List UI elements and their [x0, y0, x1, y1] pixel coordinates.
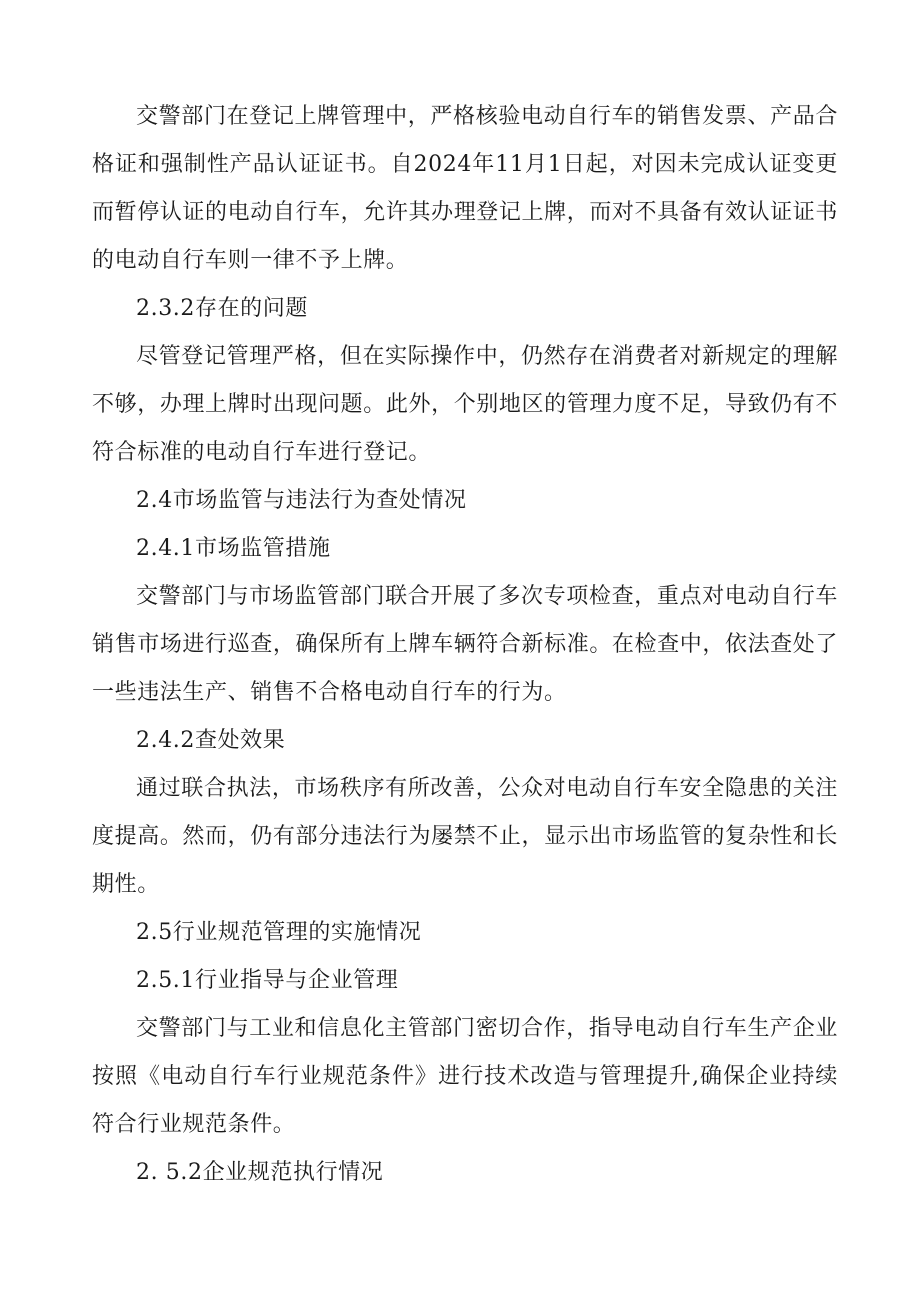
- paragraph-enforcement-effect: 通过联合执法，市场秩序有所改善，公众对电动自行车安全隐患的关注度提高。然而，仍有部分违法行为屡禁不止，显示出市场监管的复杂性和长期性。: [92, 776, 838, 897]
- heading-2-5: 2.5行业规范管理的实施情况: [136, 920, 422, 945]
- paragraph-registration-management: 交警部门在登记上牌管理中，严格核验电动自行车的销售发票、产品合格证和强制性产品认证证书。自2024年11月1日起，对因未完成认证变更而暂停认证的电动自行车，允许其办理登记上牌，而对不具备有效认证证书的电动自行车则一律不予上牌。: [92, 104, 838, 273]
- paragraph-market-supervision: 交警部门与市场监管部门联合开展了多次专项检查，重点对电动自行车销售市场进行巡查，确保所有上牌车辆符合新标准。在检查中，依法查处了一些违法生产、销售不合格电动自行车的行为。: [92, 584, 838, 705]
- heading-2-5-2: 2. 5.2企业规范执行情况: [136, 1160, 384, 1185]
- heading-2-5-1: 2.5.1行业指导与企业管理: [136, 968, 399, 993]
- paragraph-industry-guidance: 交警部门与工业和信息化主管部门密切合作，指导电动自行车生产企业按照《电动自行车行业规范条件》进行技术改造与管理提升,确保企业持续符合行业规范条件。: [92, 1016, 838, 1137]
- document-page: [92, 93, 838, 1197]
- heading-2-4-1: 2.4.1市场监管措施: [136, 536, 331, 561]
- heading-2-4: 2.4市场监管与违法行为查处情况: [136, 488, 467, 513]
- paragraph-existing-problems: 尽管登记管理严格，但在实际操作中，仍然存在消费者对新规定的理解不够，办理上牌时出现问题。此外，个别地区的管理力度不足，导致仍有不符合标准的电动自行车进行登记。: [92, 344, 838, 465]
- heading-2-3-2: 2.3.2存在的问题: [136, 296, 308, 321]
- heading-2-4-2: 2.4.2查处效果: [136, 728, 286, 753]
